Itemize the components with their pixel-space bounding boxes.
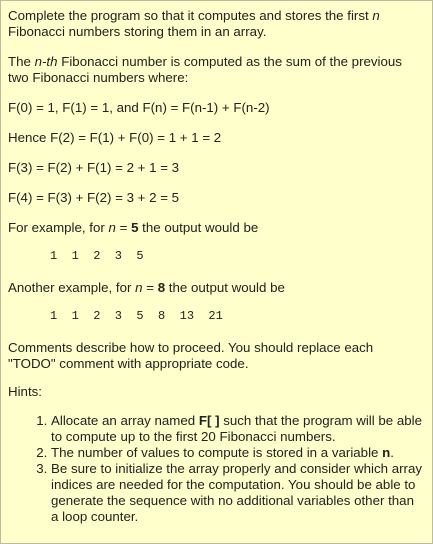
- hint-item: [51, 413, 424, 445]
- definition-paragraph: [8, 54, 424, 86]
- example-2-value: 8: [157, 280, 166, 295]
- intro-text: Complete the program so that it computes and stores the first: [8, 8, 373, 23]
- formula-f2: Hence F(2) = F(1) + F(0) = 1 + 1 = 2: [8, 130, 222, 145]
- hint-item: [51, 461, 424, 525]
- definition-text: The: [8, 54, 35, 69]
- hint-2-text: The number of values to compute is stored in a variable: [51, 445, 383, 460]
- variable-n: n: [372, 8, 380, 23]
- equals: =: [115, 220, 132, 235]
- array-name: F[ ]: [198, 413, 220, 428]
- example-2-tail: the output would be: [165, 280, 285, 295]
- example-1-tail: the output would be: [138, 220, 259, 235]
- hint-3-text: Be sure to initialize the array properly and consider which array indices are needed for the computation. You should be able to generate the sequence with no additional variables other than a loop counter.: [51, 461, 423, 524]
- formula-f3: F(3) = F(2) + F(1) = 2 + 1 = 3: [8, 160, 180, 175]
- hints-label: Hints:: [8, 384, 42, 399]
- example-1-output: 1 1 2 3 5: [50, 249, 144, 263]
- formula-f4: F(4) = F(3) + F(2) = 3 + 2 = 5: [8, 190, 180, 205]
- example-1-lead: For example, for: [8, 220, 109, 235]
- intro-text-end: Fibonacci numbers storing them in an array.: [8, 24, 267, 39]
- intro-paragraph: [8, 8, 424, 40]
- variable-n-bold: n: [382, 445, 391, 460]
- variable-n: n: [108, 220, 116, 235]
- hint-1-text: Allocate an array named: [51, 413, 199, 428]
- hint-item: [51, 445, 424, 461]
- hints-list: [8, 413, 424, 525]
- example-1-value: 5: [131, 220, 139, 235]
- example-2-output: 1 1 2 3 5 8 13 21: [50, 309, 223, 323]
- comments-paragraph: Comments describe how to proceed. You should replace each "TODO" comment with appropriate code.: [8, 340, 374, 371]
- example-1-text: [8, 220, 424, 236]
- definition-text-end: Fibonacci number is computed as the sum of the previous two Fibonacci numbers where:: [8, 54, 402, 85]
- hint-2-text-end: .: [390, 445, 394, 460]
- example-2-lead: Another example, for: [8, 280, 136, 295]
- variable-n: n: [135, 280, 143, 295]
- nth-term: n-th: [34, 54, 58, 69]
- hint-1-text-end: such that the program will be able to compute up to the first 20 Fibonacci numbers.: [51, 413, 423, 444]
- formula-base: F(0) = 1, F(1) = 1, and F(n) = F(n-1) + F(n-2): [8, 100, 270, 115]
- example-2-text: [8, 280, 424, 296]
- equals: =: [142, 280, 158, 295]
